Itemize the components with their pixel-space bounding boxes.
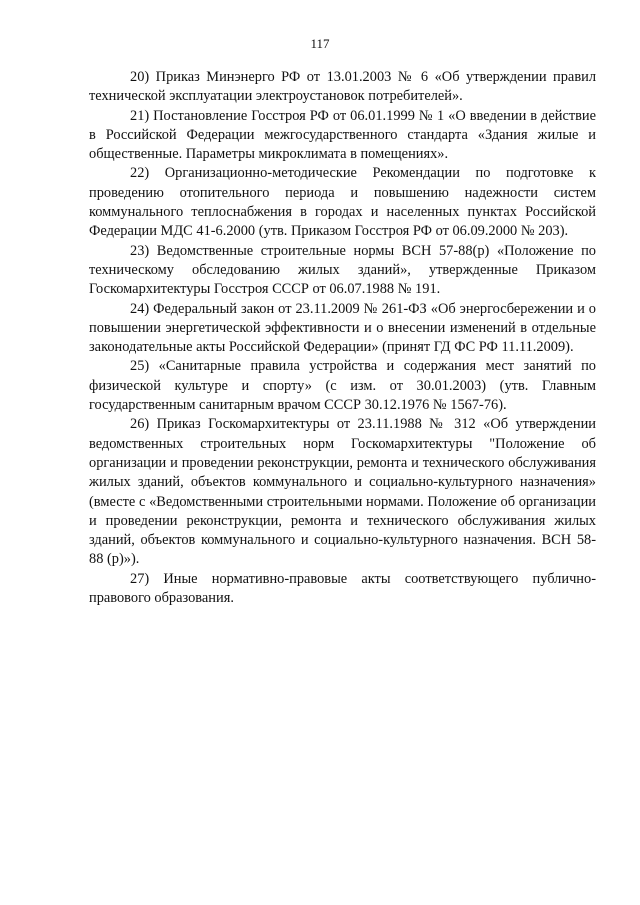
list-item-20: 20) Приказ Минэнерго РФ от 13.01.2003 № 6 «Об утверждении правил технической эксплуатации электроустановок потребителей». [89,69,596,105]
list-item-22: 22) Организационно-методические Рекомендации по подготовке к проведению отопительного периода и повышению надежности систем коммунального теплоснабжения в городах и населенных пунктах Российской Федерации МДС 41-6.2000 (утв. Приказом Госстроя РФ от 06.09.2000 № 203). [89,165,596,240]
list-item-21: 21) Постановление Госстроя РФ от 06.01.1999 № 1 «О введении в действие в Российской Федерации межгосударственного стандарта «Здания жилые и общественные. Параметры микроклимата в помещениях». [89,107,596,163]
list-item-23: 23) Ведомственные строительные нормы ВСН 57-88(р) «Положение по техническому обследованию жилых зданий», утвержденные Приказом Госкомархитектуры Госстроя СССР от 06.07.1988 № 191. [89,242,596,298]
list-item-25: 25) «Санитарные правила устройства и содержания мест занятий по физической культуре и спорту» (с изм. от 30.01.2003) (утв. Главным государственным санитарным врачом СССР 30.12.1976 № 1567-76). [89,358,596,414]
list-item-27: 27) Иные нормативно-правовые акты соответствующего публично-правового образования. [89,570,596,607]
reference-list [89,68,596,608]
list-item-24: 24) Федеральный закон от 23.11.2009 № 261-ФЗ «Об энергосбережении и о повышении энергетической эффективности и о внесении изменений в отдельные законодательные акты Российской Федерации» (принят ГД ФС РФ 11.11.2009). [89,300,596,356]
list-item-26: 26) Приказ Госкомархитектуры от 23.11.1988 № 312 «Об утверждении ведомственных строительных норм Госкомархитектуры "Положение об организации и проведении реконструкции, ремонта и технического обслуживания жилых зданий, объектов коммунального и социально-культурного назначения» (вместе с «Ведомственными строительными нормами. Положение об организации и проведении реконструкции, ремонта и технического обслуживания жилых зданий, объектов коммунального и социально-культурного назначения. ВСН 58-88 (р)»). [89,416,596,568]
page-number: 117 [310,36,330,51]
